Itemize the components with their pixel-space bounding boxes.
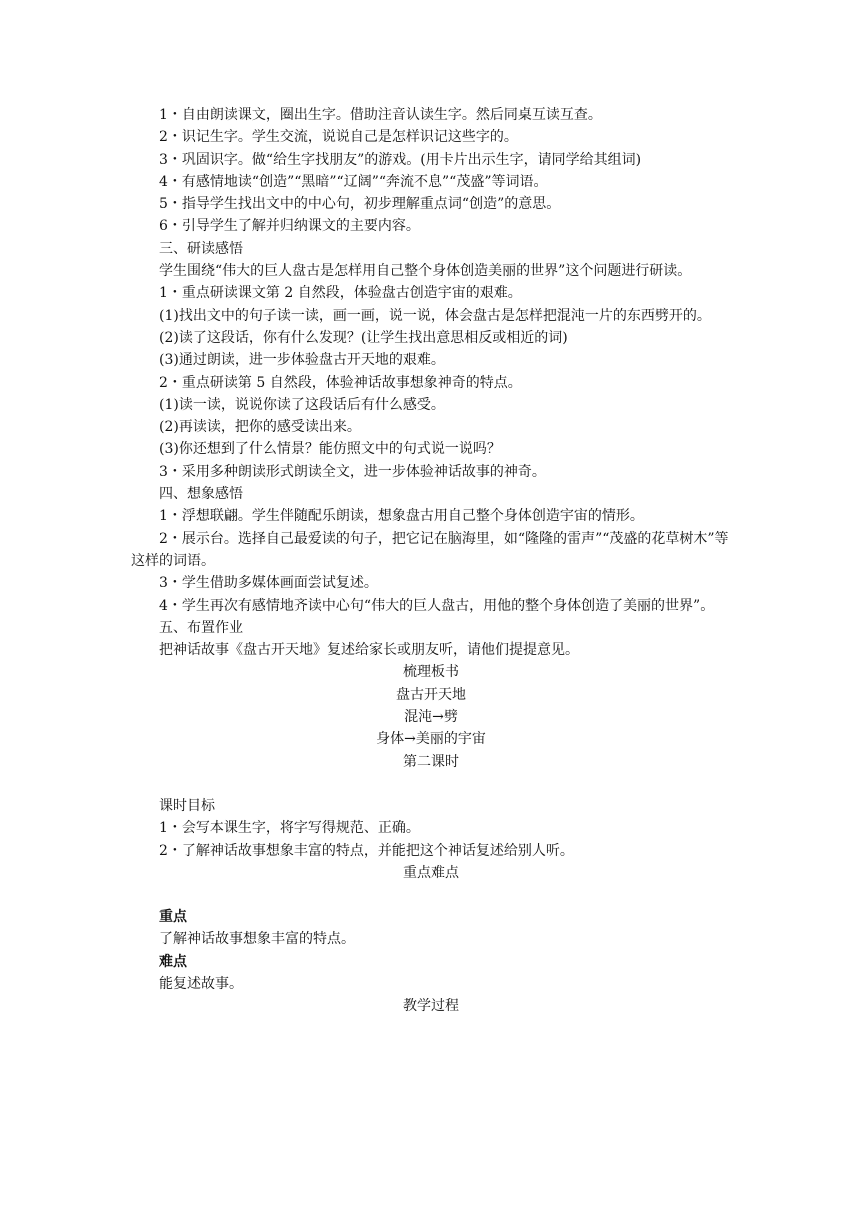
difficulty-text: 能复述故事。 xyxy=(159,975,243,992)
list-item: 5・指导学生找出文中的中心句，初步理解重点词“创造”的意思。 xyxy=(159,196,561,213)
key-label: 重点 xyxy=(159,909,187,926)
process-title: 教学过程 xyxy=(403,998,459,1015)
list-item: (2)再读读，把你的感受读出来。 xyxy=(159,419,361,436)
list-item: (2)读了这段话，你有什么发现？(让学生找出意思相反或相近的词) xyxy=(159,329,568,346)
spacer xyxy=(131,884,731,906)
key-text: 了解神话故事想象丰富的特点。 xyxy=(159,931,355,948)
list-item: (1)读一读，说说你读了这段话后有什么感受。 xyxy=(159,396,445,413)
list-item: 4・有感情地读“创造”“黑暗”“辽阔”“奔流不息”“茂盛”等词语。 xyxy=(159,173,548,190)
goal-item: 2・了解神话故事想象丰富的特点，并能把这个神话复述给别人听。 xyxy=(159,842,574,859)
section-part3 xyxy=(131,260,731,483)
list-item: 2・重点研读第 5 自然段，体验神话故事想象神奇的特点。 xyxy=(159,374,522,391)
key-difficulty-title: 重点难点 xyxy=(403,864,459,881)
board-line: 身体→美丽的宇宙 xyxy=(376,731,486,748)
list-item: 3・采用多种朗读形式朗读全文，进一步体验神话故事的神奇。 xyxy=(159,463,546,480)
list-item: (3)你还想到了什么情景？能仿照文中的句式说一说吗？ xyxy=(159,441,501,458)
document-body xyxy=(131,104,731,1018)
section-heading-5: 五、布置作业 xyxy=(159,619,243,636)
difficulty-label: 难点 xyxy=(159,953,187,970)
goal-item: 1・会写本课生字，将字写得规范、正确。 xyxy=(159,820,420,837)
section-part4 xyxy=(131,505,731,616)
list-item: 1・浮想联翩。学生伴随配乐朗读，想象盘古用自己整个身体创造宇宙的情形。 xyxy=(159,508,644,525)
board-title: 梳理板书 xyxy=(403,664,459,681)
goals-label: 课时目标 xyxy=(159,797,215,814)
list-item: 2・识记生字。学生交流，说说自己是怎样识记这些字的。 xyxy=(159,129,518,146)
lesson2-goals xyxy=(131,795,731,862)
spacer xyxy=(131,773,731,795)
list-item: 1・自由朗读课文，圈出生字。借助注音认读生字。然后同桌互读互查。 xyxy=(159,107,602,123)
paragraph: 学生围绕“伟大的巨人盘古是怎样用自己整个身体创造美丽的世界”这个问题进行研读。 xyxy=(159,263,692,280)
section-part1 xyxy=(131,104,731,238)
board-line: 混沌→劈 xyxy=(404,709,458,726)
section-heading-3: 三、研读感悟 xyxy=(159,240,243,257)
list-item: (3)通过朗读，进一步体验盘古开天地的艰难。 xyxy=(159,352,445,369)
key-difficulty xyxy=(131,906,731,995)
list-item: 2・展示台。选择自己最爱读的句子，把它记在脑海里，如“隆隆的雷声”“茂盛的花草树木”等这样的词语。 xyxy=(131,530,729,569)
board-summary xyxy=(131,661,731,750)
section-heading-4: 四、想象感悟 xyxy=(159,486,243,503)
list-item: 4・学生再次有感情地齐读中心句“伟大的巨人盘古，用他的整个身体创造了美丽的世界”。 xyxy=(159,597,715,614)
list-item: 3・学生借助多媒体画面尝试复述。 xyxy=(159,575,378,592)
list-item: (1)找出文中的句子读一读，画一画，说一说，体会盘古是怎样把混沌一片的东西劈开的。 xyxy=(159,307,711,324)
lesson2-title: 第二课时 xyxy=(403,753,459,770)
list-item: 1・重点研读课文第 2 自然段，体验盘古创造宇宙的艰难。 xyxy=(159,285,522,302)
homework-text: 把神话故事《盘古开天地》复述给家长或朋友听，请他们提提意见。 xyxy=(159,642,579,659)
list-item: 3・巩固识字。做“给生字找朋友”的游戏。(用卡片出示生字，请同学给其组词) xyxy=(159,151,642,168)
board-line: 盘古开天地 xyxy=(396,686,466,703)
list-item: 6・引导学生了解并归纳课文的主要内容。 xyxy=(159,218,420,235)
